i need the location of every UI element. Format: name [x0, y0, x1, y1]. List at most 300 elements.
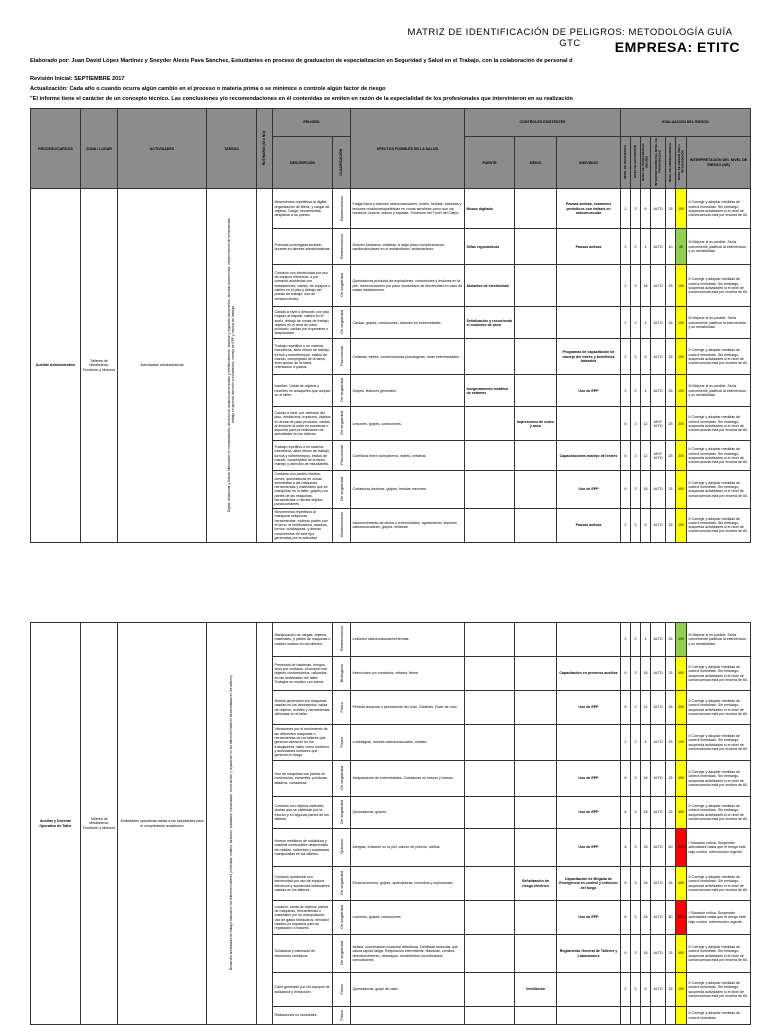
medio-cell [515, 623, 557, 657]
matrix-title: MATRIZ DE IDENTIFICACIÓN DE PELIGROS: METODOLOGÍA GUÍA GTC [407, 27, 733, 49]
individuo-cell: Uso de EPP [557, 761, 621, 797]
clasificacion-text: De seguridad [338, 378, 344, 403]
ne-cell: 3 [631, 265, 641, 307]
col-zona: ZONA / LUGAR [81, 109, 118, 189]
nr-cell: 100 [676, 725, 687, 761]
np-cell: 18 [641, 265, 651, 307]
fuente-cell [465, 867, 515, 901]
nd-cell: 2 [621, 375, 631, 407]
col-rutinario [257, 109, 273, 189]
np-cell: 12 [641, 407, 651, 441]
medio-cell: Ventilación [515, 973, 557, 1007]
clasificacion-cell [333, 189, 351, 229]
medio-cell [515, 441, 557, 471]
nd-cell: 2 [621, 339, 631, 375]
clasificacion-cell [333, 761, 351, 797]
nc-cell: 25 [666, 657, 676, 691]
descripcion-cell: Contacto con electricidad por uso de equipos eléctricos, o por contacto accidental con instalaciones, cables, de equipos o cables en el piso y debajo del puesto de trabajo, uso de tomacorrientes. [273, 265, 333, 307]
nc-cell: 25 [666, 973, 676, 1007]
individuo-cell [557, 265, 621, 307]
individuo-cell: Pausas activas [557, 508, 621, 542]
col-evaluacion: EVALUACIÓN DEL RIESGO [621, 109, 751, 137]
individuo-cell: Uso de EPP [557, 471, 621, 508]
medio-cell [515, 797, 557, 829]
clasificacion-cell [333, 829, 351, 867]
nc-cell: 25 [666, 623, 676, 657]
inp-cell: ALTO [651, 375, 666, 407]
nd-cell: 2 [621, 623, 631, 657]
ne-cell [631, 1007, 641, 1025]
clasificacion-text: Físico [338, 1009, 344, 1021]
clasificacion-cell [333, 407, 351, 441]
tareas-cell [207, 189, 257, 542]
table-row [31, 623, 751, 657]
clasificacion-text: De seguridad [338, 765, 344, 790]
nr-cell: 450 [676, 657, 687, 691]
col-inr: INTERPRETACIÓN DEL NIVEL DE RIESGO (NR) [687, 137, 751, 189]
actualizacion-line: Actualización: Cada año o cuando ocurra algún cambio en el proceso o materia prima o se minimice o controle algún factor de riesgo [30, 86, 386, 92]
np-cell: 18 [641, 901, 651, 935]
inr-cell: III Mejorar si es posible. Sería conveniente justificar la intervención y su rentabilidad. [687, 623, 751, 657]
nr-cell: 450 [676, 471, 687, 508]
inp-cell: ALTO [651, 761, 666, 797]
inr-cell: II Corregir y adoptar medidas de control inmediato. Sin embargo, suspenda actividades si el nivel de consecuencia está por encima de 60. [687, 657, 751, 691]
clasificacion-cell [333, 973, 351, 1007]
nr-cell: 100 [676, 623, 687, 657]
inr-cell: II Corregir y adoptar medidas de control inmediato. Sin embargo, suspenda actividades si el nivel de consecuencia está por encima de 60. [687, 508, 751, 542]
nd-cell: 6 [621, 407, 631, 441]
ne-cell: 3 [631, 761, 641, 797]
np-cell: 6 [641, 339, 651, 375]
np-cell: 18 [641, 471, 651, 508]
clasificacion-cell [333, 441, 351, 471]
col-nr-label: NIVEL DE RIESGO (NR) e INTERVENCIÓN [676, 144, 685, 180]
medio-cell [515, 307, 557, 339]
descripcion-cell: Trabajo repetitivo o en cadena, monotonía, altos ritmos de trabajo, turnos y sobretiempos, estilos de mando, complejidad de la tarea, manejo y atención de estudiantes. [273, 441, 333, 471]
medio-cell [515, 1007, 557, 1025]
rutinario-cell [257, 623, 273, 1025]
col-np [641, 137, 651, 189]
inp-cell: ALTO [651, 307, 666, 339]
individuo-cell: Reglamento General de Talleres y Laboratorios [557, 935, 621, 973]
hazard-matrix-table-1 [30, 108, 751, 543]
nd-cell: 2 [621, 307, 631, 339]
descripcion-cell: Contacto con partes móviles, cortes, quemaduras en zonas inmediatas a las máquinas, herramientas y materiales que se manipulan en el taller, golpes con partes de las máquinas, herramientas o demás objetos punzocortantes. [273, 471, 333, 508]
inr-cell: II Corregir y adoptar medidas de control inmediato. Sin embargo, suspenda actividades si el nivel de consecuencia está por encima de 60. [687, 761, 751, 797]
inp-cell: ALTO [651, 691, 666, 725]
nd-cell: 6 [621, 797, 631, 829]
np-cell: 6 [641, 189, 651, 229]
inp-cell: ALTO [651, 829, 666, 867]
descripcion-cell: Locativo: caída de objetos, partes de máquinas, herramientas o materiales por su manipulación, uso de gatos hidráulicos, elevador usados en espacios para su reparación o motores. [273, 901, 333, 935]
individuo-cell: Pausas activas [557, 229, 621, 265]
nc-cell: 25 [666, 189, 676, 229]
nc-cell: 25 [666, 867, 676, 901]
col-inp-label: INTERPRETACIÓN DEL NIVEL DE PROBABILIDAD [653, 138, 662, 186]
inr-cell: III Mejorar si es posible. Sería conveniente justificar la intervención y su rentabilidad. [687, 229, 751, 265]
nr-cell [676, 1007, 687, 1025]
inp-cell: ALTO [651, 657, 666, 691]
descripcion-cell: Ruidos generados por máquinas usadas en los laboratorios, caída de objetos, moldes y herramientas utilizadas en el taller. [273, 691, 333, 725]
inr-cell: II Corregir y adoptar medidas de control inmediato. Sin embargo, suspenda actividades si el nivel de consecuencia está por encima de 60. [687, 725, 751, 761]
revision-line: Revisión Inicial: SEPTIEMBRE 2017 [30, 76, 125, 82]
medio-cell [515, 339, 557, 375]
fuente-cell [465, 691, 515, 725]
np-cell: 18 [641, 657, 651, 691]
fuente-cell [465, 441, 515, 471]
inr-cell: III Mejorar si es posible. Sería conveniente justificar la intervención y su rentabilidad. [687, 307, 751, 339]
inr-cell: II Corregir y adoptar medidas de control inmediato. Sin embargo, suspenda actividades si el nivel de consecuencia está por encima de 60. [687, 973, 751, 1007]
clasificacion-text: Biomecánicos [338, 626, 344, 652]
efectos-cell: Fatiga física y lesiones osteomusculares, cortes, heridas, fracturas y lesiones musculoesqueléticas en zonas sensibles como son los hombros, brazos, manos y espalda. Síndrome del Túnel del Carpo. [351, 189, 465, 229]
nd-cell: 6 [621, 471, 631, 508]
rutinario-cell [257, 189, 273, 542]
ne-cell: 2 [631, 407, 641, 441]
ne-cell: 3 [631, 935, 641, 973]
descripcion-cell: Ioseñas: Caída de objetos y muebles en anaqueles que ocupan en el taller. [273, 375, 333, 407]
ne-cell: 3 [631, 973, 641, 1007]
clasificacion-cell [333, 725, 351, 761]
np-cell: 4 [641, 375, 651, 407]
col-nd [621, 137, 631, 189]
inp-cell: ALTO [651, 725, 666, 761]
tareas-cell [207, 623, 257, 1025]
nd-cell: 6 [621, 657, 631, 691]
clasificacion-text: Químico [338, 839, 344, 855]
nc-cell: 25 [666, 761, 676, 797]
np-cell: 12 [641, 691, 651, 725]
descripcion-cell: Movimientos repetitivos al manipular máquinas, herramientas, molinos partes con el torno, la rectificadora, taladros, tornos, cizalladoras, y demás movimientos de este tipo generados por la actividad. [273, 508, 333, 542]
nd-cell: 2 [621, 973, 631, 1007]
fuente-cell [465, 797, 515, 829]
nr-cell: 300 [676, 691, 687, 725]
col-nd-label: NIVEL DE DEFICIENCIA [622, 145, 627, 179]
efectos-cell: Cefaleas, estrés, consecuencias psicológicas, otras enfermedades. [351, 339, 465, 375]
fuente-cell [465, 1007, 515, 1025]
individuo-cell: Capacitación de Brigada de Emergencia en control y extinción del fuego [557, 867, 621, 901]
ne-cell: 3 [631, 797, 641, 829]
nd-cell: 6 [621, 761, 631, 797]
nd-cell: 6 [621, 935, 631, 973]
fuente-cell: Mouse digitado [465, 189, 515, 229]
nr-cell: 300 [676, 407, 687, 441]
inr-cell: II Corregir y adoptar medidas de control inmediato. Sin embargo, suspenda actividades si el nivel de consecuencia está por encima de 60. [687, 935, 751, 973]
descripcion-cell: Movimientos repetitivos al digitar, organización de libros, y cargar de objetos. Carga, herramientas, desplazar a su puesto. [273, 189, 333, 229]
inp-cell: ALTO [651, 623, 666, 657]
efectos-cell: Electrocuciones, golpes, quemaduras, incendios y explosiones. [351, 867, 465, 901]
fuente-cell [465, 973, 515, 1007]
nd-cell: 2 [621, 265, 631, 307]
efectos-cell: Infecciones por contactos, cefalea, fiebre. [351, 657, 465, 691]
nr-cell: 150 [676, 339, 687, 375]
efectos-cell: Lesiones osteomusculares/Hernias. [351, 623, 465, 657]
descripcion-cell: Trabajo repetitivo o en cadena, monotonía, altos ritmos de trabajo, turnos y sobretiempos, estilos de mando, complejidad de la tarea, interrupción de la tarea, orientación a plazos. [273, 339, 333, 375]
proceso-cell: Auxiliar Administrativo [31, 189, 81, 542]
nr-cell: 450 [676, 761, 687, 797]
tareas-text: Desarrollo actividades de trabajo manual en los diferentes talleres (mezclado, moldeo, fundición, soldadura, mecanizado, construcción y reparación en los diferentes talleres desarrolladas en los talleres) [228, 675, 233, 971]
medio-cell [515, 265, 557, 307]
inr-cell: II Corregir y adoptar medidas de control inmediato. [687, 1007, 751, 1025]
ne-cell: 2 [631, 307, 641, 339]
nc-cell: 25 [666, 441, 676, 471]
nr-cell: 100 [676, 375, 687, 407]
nc-cell: 10 [666, 229, 676, 265]
clasificacion-cell [333, 471, 351, 508]
descripcion-cell: Radiaciones no ionizantes. [273, 1007, 333, 1025]
fuente-cell [465, 339, 515, 375]
inp-cell: ALTO [651, 797, 666, 829]
descripcion-cell: Humos metálicos de soldadura y material combustible desprendido de moldes, solventes y sustancias manipuladas en los talleres. [273, 829, 333, 867]
efectos-cell: Lumbalgias, dolores osteomusculares, cefalea. [351, 725, 465, 761]
ne-cell: 2 [631, 375, 641, 407]
hazard-matrix-table-2 [30, 622, 751, 1025]
efectos-cell: Caídas, golpes, contusiones, lesiones en extremidades. [351, 307, 465, 339]
clasificacion-text: Biomecánicos [338, 195, 344, 221]
individuo-cell: Programas de capacitación de manejo del estrés y beneficios laborales [557, 339, 621, 375]
nd-cell: 6 [621, 691, 631, 725]
individuo-cell: Uso de EPP [557, 829, 621, 867]
col-clasificacion-label: CLASIFICACIÓN [338, 148, 343, 176]
ne-cell: 2 [631, 691, 641, 725]
np-cell: 6 [641, 973, 651, 1007]
efectos-cell: Quemaduras, golpes. [351, 797, 465, 829]
clasificacion-cell [333, 265, 351, 307]
individuo-cell [557, 725, 621, 761]
medio-cell [515, 935, 557, 973]
inp-cell: ALTO [651, 265, 666, 307]
efectos-cell: Asfixia, coordinación muscular dificultosa. Debilidad muscular que causa rápida fatiga. Respiración intermitente. Náuseas, vómitos, desvanecimiento, desmayos, movimientos incontrolados, convulsiones. [351, 935, 465, 973]
zona-cell: Talleres de Metalistería, Fundición y Motores [81, 623, 118, 1025]
col-peligro: PELIGRO [273, 109, 351, 137]
nr-cell: 150 [676, 508, 687, 542]
efectos-cell: Alergias, Irritación en la piel, cáncer de pulmón, asfixia. [351, 829, 465, 867]
inr-cell: II Corregir y adoptar medidas de control inmediato. Sin embargo, suspenda actividades si el nivel de consecuencia está por encima de 60. [687, 441, 751, 471]
efectos-cell: Quemaduras, golpe de calor. [351, 973, 465, 1007]
nc-cell: 25 [666, 725, 676, 761]
clasificacion-text: Psicosocial [338, 445, 344, 466]
individuo-cell: Pausas activas, exámenes periódicos con énfasis en osteomuscular [557, 189, 621, 229]
nc-cell: 60 [666, 829, 676, 867]
descripcion-cell: Presencia de bacterias, hongos, virus por contacto, chocando con objetos contaminados, utilizados en las actividades del taller. Trabajos en medios con arena. [273, 657, 333, 691]
np-cell: 12 [641, 441, 651, 471]
inp-cell: ALTO [651, 508, 666, 542]
medio-cell [515, 189, 557, 229]
inr-cell: II Corregir y adoptar medidas de control inmediato. Sin embargo, suspenda actividades si el nivel de consecuencia está por encima de 60. [687, 471, 751, 508]
col-nc-label: NIVEL DE CONSECUENCIA [667, 142, 672, 182]
clasificacion-text: De seguridad [338, 411, 344, 436]
ne-cell: 2 [631, 229, 641, 265]
np-cell: 18 [641, 829, 651, 867]
company-name: EMPRESA: ETITC [614, 39, 740, 55]
nc-cell [666, 1007, 676, 1025]
clasificacion-text: De seguridad [338, 940, 344, 965]
efectos-cell: Cortaduras lesiones, golpes, heridas menores. [351, 471, 465, 508]
actividades-cell: Actividades administrativas [118, 189, 207, 542]
inr-cell: II Corregir y adoptar medidas de control inmediato. Sin embargo, suspenda actividades si el nivel de consecuencia está por encima de 60. [687, 867, 751, 901]
fuente-cell: Aseguramiento metálico de estantes [465, 375, 515, 407]
actividades-cell: Actividades operativas dadas a los estudiantes para el cumplimiento académico [118, 623, 207, 1025]
inr-cell: II Corregir y adoptar medidas de control inmediato. Sin embargo, suspenda actividades si el nivel de consecuencia está por encima de 60. [687, 691, 751, 725]
nd-cell: 2 [621, 725, 631, 761]
clasificacion-text: De seguridad [338, 310, 344, 335]
efectos-cell: Golpes, lesiones generales. [351, 375, 465, 407]
nd-cell [621, 1007, 631, 1025]
clasificacion-text: Biomecánicos [338, 512, 344, 537]
descripcion-cell: Contacto accidental con electricidad por uso de equipos eléctricos y sustancias inflamables usadas en los talleres. [273, 867, 333, 901]
nota-line: "El informe tiene el carácter de un concepto técnico. Las conclusiones y/o recomendaciones en él contenidas se emiten en razón de la especialidad de los profesionales que intervinieron en su realización [30, 96, 573, 102]
nd-cell: 6 [621, 901, 631, 935]
fuente-cell [465, 761, 515, 797]
descripcion-cell: Soldadura y calcinado de elementos metálicos. [273, 935, 333, 973]
nc-cell: 25 [666, 797, 676, 829]
clasificacion-text: Físico [338, 701, 344, 713]
col-inp [651, 137, 666, 189]
ne-cell: 3 [631, 508, 641, 542]
nr-cell: 450 [676, 935, 687, 973]
inp-cell: ALTO [651, 973, 666, 1007]
medio-cell [515, 375, 557, 407]
zona-cell: Talleres de Metalisteria, Fundición y Motores [81, 189, 118, 542]
clasificacion-text: Físico [338, 736, 344, 748]
inr-cell: I Situación crítica. Suspender actividades hasta que el riesgo esté bajo control. Intervención urgente. [687, 829, 751, 867]
fuente-cell [465, 657, 515, 691]
inp-cell: MUY ALTO [651, 441, 666, 471]
col-tareas: TAREAS [207, 109, 257, 189]
descripcion-cell: Caídas a nivel o desnivel: por piso mojado al trapear, cables en el suelo, debajo de zonas de trabajo, objetos en el área de paso producto, caídas por tropezarse o desplazarse. [273, 307, 333, 339]
np-cell: 18 [641, 797, 651, 829]
col-proceso: PROCESO/CARGOS [31, 109, 81, 189]
clasificacion-cell [333, 935, 351, 973]
medio-cell: Impresiones de orden y aseo [515, 407, 557, 441]
medio-cell [515, 901, 557, 935]
clasificacion-cell [333, 508, 351, 542]
proceso-cell: Auxiliar y Docente Operativo de Taller [31, 623, 81, 1025]
clasificacion-text: Biomecánicos [338, 233, 344, 259]
individuo-cell [557, 623, 621, 657]
clasificacion-cell [333, 623, 351, 657]
clasificacion-text: De seguridad [338, 870, 344, 895]
clasificacion-text: Físico [338, 983, 344, 995]
clasificacion-cell [333, 657, 351, 691]
ne-cell: 3 [631, 189, 641, 229]
medio-cell [515, 761, 557, 797]
clasificacion-cell [333, 1007, 351, 1025]
inp-cell: MUY ALTO [651, 407, 666, 441]
ne-cell: 3 [631, 657, 641, 691]
np-cell: 18 [641, 935, 651, 973]
nr-cell: 150 [676, 189, 687, 229]
medio-cell [515, 691, 557, 725]
np-cell: 18 [641, 761, 651, 797]
clasificacion-cell [333, 867, 351, 901]
nr-cell: 150 [676, 973, 687, 1007]
individuo-cell [557, 307, 621, 339]
np-cell: 4 [641, 623, 651, 657]
col-ne [631, 137, 641, 189]
inr-cell: II Corregir y adoptar medidas de control inmediato. Sin embargo, suspenda actividades si el nivel de consecuencia está por encima de 60. [687, 339, 751, 375]
fuente-cell [465, 901, 515, 935]
individuo-cell: Uso de EPP [557, 797, 621, 829]
ne-cell: 3 [631, 829, 641, 867]
clasificacion-cell [333, 375, 351, 407]
medio-cell [515, 657, 557, 691]
nd-cell: 6 [621, 867, 631, 901]
nr-cell: 450 [676, 867, 687, 901]
nc-cell: 25 [666, 508, 676, 542]
elaborado-line: Elaborado por: Juan David López Martínez y Sneyder Alexis Pava Sánchez, Estudiantes en proceso de graduacion de especializacion en Seguridad y Salud en el Trabajo, con la colaboración de personal d [30, 58, 573, 64]
fuente-cell [465, 725, 515, 761]
individuo-cell [557, 973, 621, 1007]
descripcion-cell: Contacto con objetos calientes, virutas que se calientan por la fricción y en algunas partes de los talleres. [273, 797, 333, 829]
medio-cell [515, 508, 557, 542]
np-cell: 6 [641, 508, 651, 542]
inr-cell: I Situación crítica. Suspender actividades hasta que el riesgo esté bajo control. Intervención urgente. [687, 901, 751, 935]
fuente-cell [465, 471, 515, 508]
col-nr [676, 137, 687, 189]
inp-cell: ALTO [651, 867, 666, 901]
inr-cell: II Corregir y adoptar medidas de control inmediato. Sin embargo, suspenda actividades si el nivel de consecuencia está por encima de 60. [687, 797, 751, 829]
np-cell: 4 [641, 229, 651, 265]
individuo-cell: Uso de EPP [557, 901, 621, 935]
col-descripcion: DESCRIPCIÓN [273, 137, 333, 189]
medio-cell [515, 829, 557, 867]
inp-cell: ALTO [651, 935, 666, 973]
nc-cell: 60 [666, 901, 676, 935]
inr-cell: II Corregir y adoptar medidas de control inmediato. Sin embargo, suspenda actividades si el nivel de consecuencia está por encima de 60. [687, 407, 751, 441]
fuente-cell: Sillas ergonómicas [465, 229, 515, 265]
col-actividades: ACTIVIDADES [118, 109, 207, 189]
descripcion-cell: Calor generado por los equipos de soldadura y extracción. [273, 973, 333, 1007]
individuo-cell [557, 1007, 621, 1025]
nc-cell: 25 [666, 691, 676, 725]
nr-cell: 450 [676, 797, 687, 829]
clasificacion-cell [333, 339, 351, 375]
efectos-cell: Quemaduras producto de explosiones, contusiones y lesiones en la piel, electrocuciones por paso involuntario de electricidad en caso de malas instalaciones. [351, 265, 465, 307]
np-cell: 18 [641, 867, 651, 901]
clasificacion-cell [333, 901, 351, 935]
inp-cell: ALTO [651, 189, 666, 229]
efectos-cell: Adormecimiento de dedos o extremidades, agotamiento, lesiones osteomusculares, golpes, cefaleas. [351, 508, 465, 542]
efectos-cell: Lesiones, golpes, contusiones. [351, 407, 465, 441]
inr-cell: II Corregir y adoptar medidas de control inmediato. Sin embargo, suspenda actividades si el nivel de consecuencia está por encima de 60. [687, 189, 751, 229]
inp-cell: ALTO [651, 471, 666, 508]
clasificacion-text: De seguridad [338, 476, 344, 501]
clasificacion-text: De seguridad [338, 799, 344, 824]
individuo-cell: Uso de EPP [557, 375, 621, 407]
col-efectos: EFECTOS POSIBLES EN LA SALUD [351, 109, 465, 189]
fuente-cell [465, 508, 515, 542]
efectos-cell: Lesiones, golpes, contusiones. [351, 901, 465, 935]
individuo-cell: Capacitación en primeros auxilios [557, 657, 621, 691]
nd-cell: 2 [621, 508, 631, 542]
nc-cell: 25 [666, 339, 676, 375]
tareas-text: Digitar, almacenar y buscar información en computadores, atención de usuarios presenciales y telefónicamente, elaborar y organizar documentos, archivar documentos, mantenimiento de herramientas, trabajo en general, atención a estudiantes, manejo de EPP y manejo de bodega [226, 217, 235, 512]
fuente-cell [465, 623, 515, 657]
clasificacion-cell [333, 307, 351, 339]
ne-cell: 2 [631, 725, 641, 761]
table-row [31, 189, 751, 229]
nd-cell: 2 [621, 189, 631, 229]
nc-cell: 25 [666, 265, 676, 307]
nr-cell: 150 [676, 265, 687, 307]
fuente-cell: Señalización y recorriendo el momento de aseo [465, 307, 515, 339]
clasificacion-text: Biológicos [338, 663, 344, 682]
descripcion-cell: Caídas a nivel: por defectos del piso, obstáculos, tropiezos, objetos en áreas de paso producto, caídas al desnivel al subir en escaleras o soportes para la realización de actividades en los talleres. [273, 407, 333, 441]
clasificacion-text: De seguridad [338, 273, 344, 298]
medio-cell [515, 229, 557, 265]
nc-cell: 25 [666, 375, 676, 407]
nr-cell: 100 [676, 307, 687, 339]
